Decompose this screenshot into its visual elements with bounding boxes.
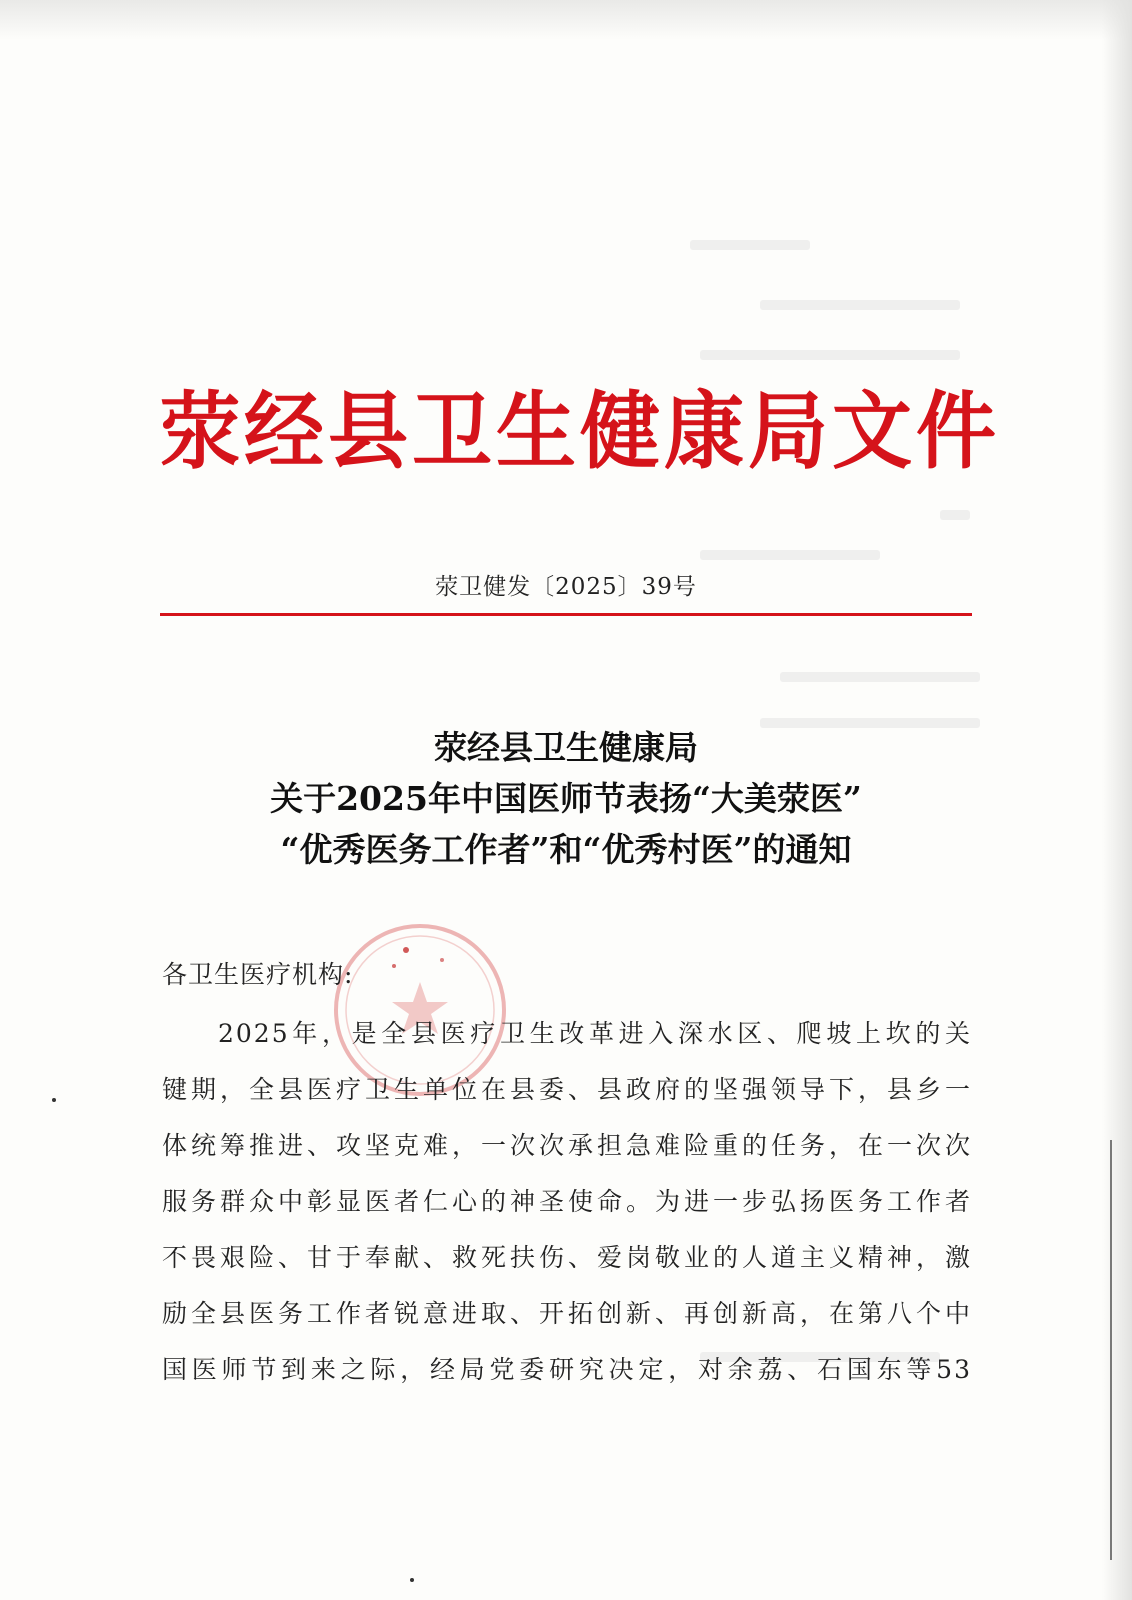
notice-title-line: “优秀医务工作者”和“优秀村医”的通知 bbox=[280, 830, 852, 869]
bleed-through-mark bbox=[760, 300, 960, 310]
scan-speck bbox=[410, 1578, 414, 1582]
bleed-through-mark bbox=[940, 510, 970, 520]
bleed-through-mark bbox=[700, 350, 960, 360]
red-divider-line bbox=[160, 613, 972, 616]
body-line: 键期，全县医疗卫生单位在县委、县政府的坚强领导下，县乡一 bbox=[162, 1075, 972, 1104]
notice-body bbox=[162, 1006, 972, 1398]
body-line: 不畏艰险、甘于奉献、救死扶伤、爱岗敬业的人道主义精神，激 bbox=[162, 1243, 972, 1272]
bleed-through-mark bbox=[690, 240, 810, 250]
body-line: 国医师节到来之际，经局党委研究决定，对余荔、石国东等53 bbox=[162, 1355, 972, 1384]
body-line: 体统筹推进、攻坚克难，一次次承担急难险重的任务，在一次次 bbox=[162, 1131, 972, 1160]
body-line: 服务群众中彰显医者仁心的神圣使命。为进一步弘扬医务工作者 bbox=[162, 1187, 972, 1216]
notice-title bbox=[140, 722, 992, 875]
scan-speck bbox=[52, 1098, 56, 1102]
notice-title-line: 荥经县卫生健康局 bbox=[434, 728, 698, 767]
document-number: 荥卫健发〔2025〕39号 bbox=[435, 574, 697, 600]
bleed-through-mark bbox=[780, 672, 980, 682]
scan-shadow-right bbox=[1102, 0, 1132, 1600]
salutation: 各卫生医疗机构: bbox=[162, 960, 354, 989]
body-line: 励全县医务工作者锐意进取、开拓创新、再创新高，在第八个中 bbox=[162, 1299, 972, 1328]
issuer-title: 荥经县卫生健康局文件 bbox=[160, 381, 1000, 481]
bleed-through-mark bbox=[700, 550, 880, 560]
notice-title-line: 关于2025年中国医师节表扬“大美荥医” bbox=[270, 779, 862, 818]
body-line: 2025年，是全县医疗卫生改革进入深水区、爬坡上坎的关 bbox=[218, 1019, 972, 1048]
scan-shadow-top bbox=[0, 0, 1132, 40]
scan-edge-line bbox=[1110, 1140, 1112, 1560]
